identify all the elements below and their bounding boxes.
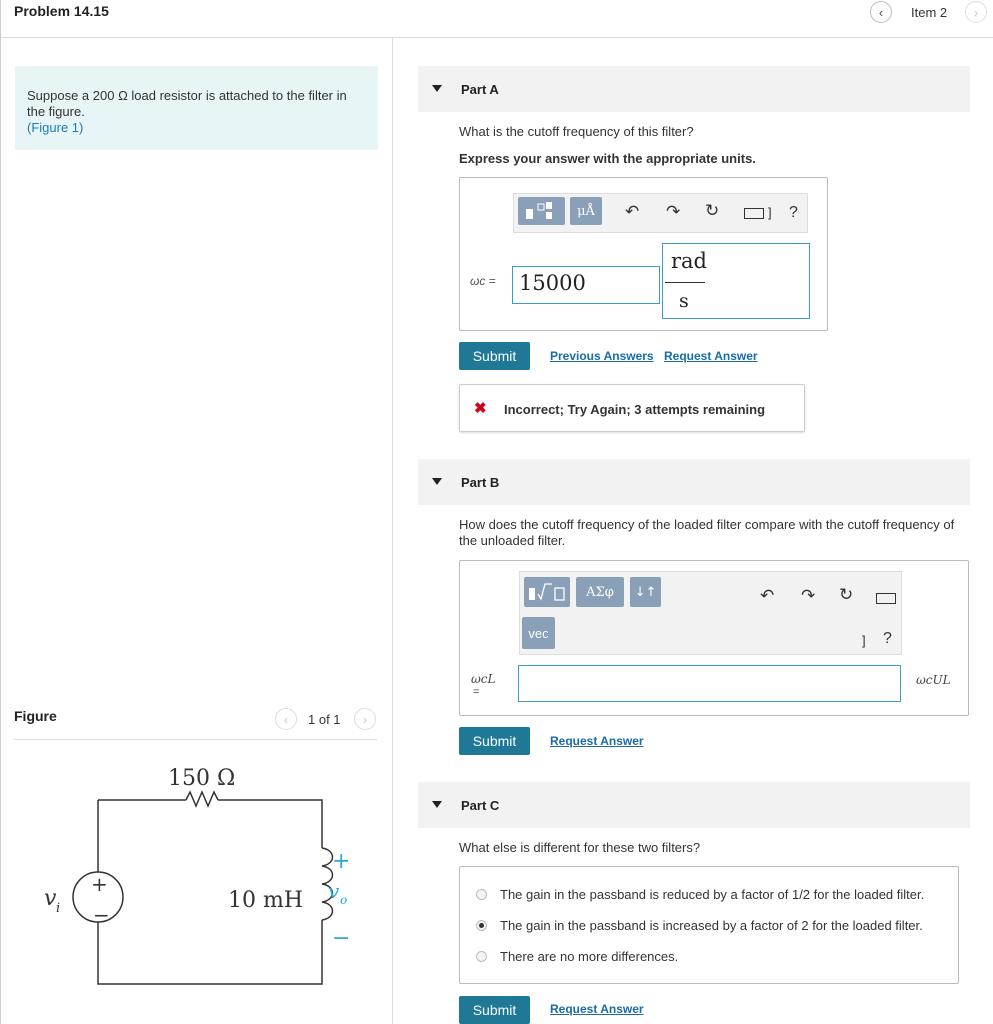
- part-c-request-answer-link[interactable]: Request Answer: [550, 1002, 644, 1016]
- part-b-label: Part B: [461, 475, 500, 490]
- problem-text-line2: the figure.: [27, 104, 85, 119]
- circuit-diagram: [0, 740, 392, 1024]
- help-button[interactable]: ?: [789, 204, 798, 221]
- chevron-right-icon: ›: [973, 4, 979, 20]
- undo-icon[interactable]: ↶: [760, 586, 775, 606]
- redo-icon[interactable]: ↷: [666, 202, 681, 222]
- collapse-triangle-icon[interactable]: [432, 478, 442, 485]
- column-divider: [392, 37, 393, 1024]
- ratio-input[interactable]: [518, 665, 901, 702]
- source-plus: +: [91, 872, 108, 896]
- chevron-left-icon: ‹: [283, 711, 289, 727]
- bottom-wire: [98, 920, 322, 984]
- help-button[interactable]: ?: [883, 630, 892, 647]
- omega-cl-label: ωcL: [471, 672, 496, 686]
- option-row[interactable]: [476, 949, 678, 964]
- bracket-icon: ]: [768, 205, 772, 220]
- option-row[interactable]: [476, 887, 924, 902]
- part-c-label: Part C: [461, 798, 500, 813]
- feedback-text: Incorrect; Try Again; 3 attempts remaining: [504, 402, 766, 417]
- redo-icon[interactable]: ↷: [801, 586, 816, 606]
- collapse-triangle-icon[interactable]: [432, 85, 442, 92]
- previous-answers-link[interactable]: Previous Answers: [550, 349, 654, 363]
- collapse-triangle-icon[interactable]: [432, 801, 442, 808]
- figure-next-button[interactable]: [354, 708, 376, 730]
- keyboard-icon[interactable]: [876, 593, 896, 604]
- unit-numerator: rad: [671, 249, 708, 273]
- templates-button[interactable]: [524, 577, 570, 607]
- undo-icon[interactable]: ↶: [625, 202, 640, 222]
- chevron-left-icon: ‹: [878, 4, 884, 20]
- omega-c-label: ωc =: [470, 274, 496, 288]
- output-minus: −: [332, 926, 351, 951]
- option-label-0: The gain in the passband is reduced by a factor of 1/2 for the loaded filter.: [500, 887, 925, 902]
- item-indicator: Item 2: [911, 5, 948, 20]
- page-title: Problem 14.15: [14, 3, 109, 19]
- figure-prev-button[interactable]: [275, 708, 297, 730]
- figure-link[interactable]: (Figure 1): [27, 120, 84, 135]
- part-b-header[interactable]: [418, 459, 970, 505]
- part-c-header[interactable]: [418, 782, 970, 828]
- part-a-question: What is the cutoff frequency of this filter?: [459, 124, 694, 139]
- figure-heading: Figure: [14, 708, 57, 724]
- templates-icon: [524, 201, 560, 221]
- output-plus: +: [332, 849, 351, 874]
- option-label-2: There are no more differences.: [500, 949, 679, 964]
- arrows-button[interactable]: ↓↑: [630, 577, 661, 607]
- feedback-box: [459, 384, 805, 432]
- output-label: v: [328, 879, 340, 903]
- part-b-request-answer-link[interactable]: Request Answer: [550, 734, 644, 748]
- option-row[interactable]: [476, 918, 923, 933]
- output-subscript: o: [340, 893, 348, 907]
- incorrect-icon: ✖: [474, 400, 487, 417]
- greek-symbols-button[interactable]: ΑΣφ: [576, 577, 624, 607]
- option-radio-0[interactable]: [476, 889, 487, 900]
- unit-denominator: s: [679, 290, 689, 312]
- part-a-label: Part A: [461, 82, 499, 97]
- source-subscript: i: [56, 901, 61, 916]
- source-label: v: [44, 886, 57, 911]
- reset-icon[interactable]: ↻: [705, 201, 720, 221]
- source-minus: −: [93, 903, 110, 927]
- prev-item-button[interactable]: [870, 1, 892, 23]
- omega-cul-label: ωcUL: [916, 673, 951, 687]
- figure-pager: 1 of 1: [308, 712, 341, 727]
- part-c-submit-button[interactable]: Submit: [459, 996, 530, 1024]
- part-b-submit-button[interactable]: Submit: [459, 727, 530, 755]
- option-radio-2[interactable]: [476, 951, 487, 962]
- part-b-question-line1: How does the cutoff frequency of the loaded filter compare with the cutoff frequency of: [459, 517, 955, 532]
- units-button[interactable]: μÅ: [570, 197, 602, 225]
- keyboard-icon[interactable]: [744, 208, 764, 219]
- selected-dot: [479, 923, 484, 928]
- header-divider: [0, 37, 993, 38]
- problem-text-line1: Suppose a 200 Ω load resistor is attached to the filter in: [27, 88, 347, 103]
- part-a-request-answer-link[interactable]: Request Answer: [664, 349, 758, 363]
- equals-label: =: [473, 686, 480, 698]
- option-label-1: The gain in the passband is increased by a factor of 2 for the loaded filter.: [500, 918, 923, 933]
- part-b-question-line2: the unloaded filter.: [459, 533, 566, 548]
- templates-button[interactable]: [518, 197, 565, 225]
- part-c-question: What else is different for these two filters?: [459, 840, 701, 855]
- part-a-header[interactable]: [418, 66, 970, 112]
- part-a-submit-button[interactable]: Submit: [459, 342, 530, 370]
- fraction-bar: [665, 282, 705, 283]
- value-input[interactable]: 15000: [512, 266, 660, 304]
- top-wire-right: [218, 800, 322, 848]
- inductor-label: 10 mH: [228, 888, 304, 913]
- reset-icon[interactable]: ↻: [839, 585, 854, 605]
- part-a-instruction: Express your answer with the appropriate units.: [459, 151, 756, 166]
- resistor-label: 150 Ω: [168, 766, 236, 791]
- option-radio-1[interactable]: [476, 920, 487, 931]
- vector-button[interactable]: vec: [522, 617, 555, 649]
- problem-statement: [15, 66, 378, 150]
- resistor-symbol: [186, 792, 218, 806]
- next-item-button[interactable]: [965, 1, 987, 23]
- chevron-right-icon: ›: [362, 711, 368, 727]
- bracket-icon: ]: [862, 633, 866, 648]
- templates-icon: [527, 581, 567, 603]
